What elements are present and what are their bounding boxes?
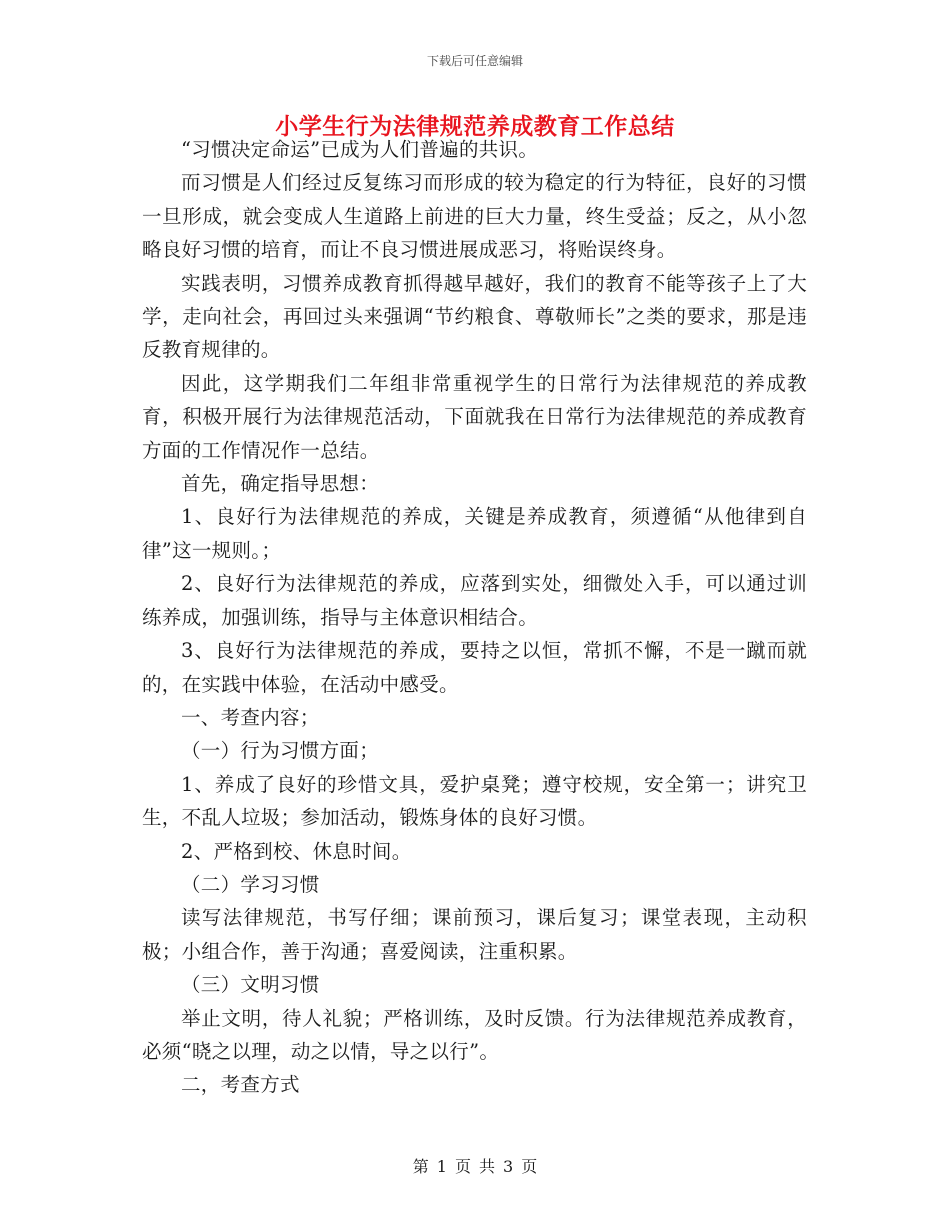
footer-total-pages: 3	[503, 1157, 514, 1176]
paragraph: 二，考查方式	[181, 1073, 300, 1097]
paragraph: 1、养成了良好的珍惜文具，爱护桌凳；遵守校规，安全第一；讲究卫生，不乱人垃圾；参加活动，锻炼身体的良好习惯。	[142, 772, 807, 830]
page-header-note: 下载后可任意编辑	[426, 54, 523, 68]
paragraph: 2、严格到校、休息时间。	[181, 839, 412, 863]
paragraph: 实践表明，习惯养成教育抓得越早越好，我们的教育不能等孩子上了大学，走向社会，再回过头来强调“节约粮食、尊敬师长”之类的要求，那是违反教育规律的。	[142, 271, 807, 362]
paragraph: 读写法律规范，书写仔细；课前预习，课后复习；课堂表现，主动积极；小组合作，善于沟通；喜爱阅读，注重积累。	[142, 906, 807, 963]
paragraph: （三）文明习惯	[181, 973, 320, 997]
footer-label-total: 共	[479, 1157, 496, 1176]
document-title: 小学生行为法律规范养成教育工作总结	[275, 114, 675, 140]
footer-label-page: 第	[412, 1157, 429, 1176]
footer-current-page: 1	[436, 1157, 447, 1176]
paragraph: “习惯决定命运”已成为人们普遍的共识。	[181, 138, 539, 161]
document-body	[142, 133, 807, 1102]
paragraph: 首先，确定指导思想：	[181, 472, 380, 496]
paragraph: 2、良好行为法律规范的养成，应落到实处，细微处入手，可以通过训练养成，加强训练，指导与主体意识相结合。	[142, 572, 807, 629]
footer-label-unit: 页	[454, 1157, 471, 1176]
page-number-footer	[0, 1154, 950, 1177]
footer-label-unit-end: 页	[521, 1157, 538, 1176]
paragraph: 而习惯是人们经过反复练习而形成的较为稳定的行为特征，良好的习惯一旦形成，就会变成人生道路上前进的巨大力量，终生受益；反之，从小忽略良好习惯的培育，而让不良习惯进展成恶习，将贻误终身。	[142, 171, 807, 262]
paragraph: （一）行为习惯方面；	[181, 739, 380, 763]
paragraph: （二）学习习惯	[181, 872, 320, 896]
paragraph: 一、考查内容；	[181, 705, 320, 729]
paragraph: 因此，这学期我们二年组非常重视学生的日常行为法律规范的养成教育，积极开展行为法律规范活动，下面就我在日常行为法律规范的养成教育方面的工作情况作一总结。	[142, 371, 807, 462]
paragraph: 1、良好行为法律规范的养成，关键是养成教育，须遵循“从他律到自律”这一规则。；	[142, 505, 807, 562]
paragraph: 3、良好行为法律规范的养成，要持之以恒，常抓不懈，不是一蹴而就的，在实践中体验，在活动中感受。	[142, 639, 807, 696]
paragraph: 举止文明，待人礼貌；严格训练，及时反馈。行为法律规范养成教育，必须“晓之以理，动之以情，导之以行”。	[142, 1006, 807, 1063]
